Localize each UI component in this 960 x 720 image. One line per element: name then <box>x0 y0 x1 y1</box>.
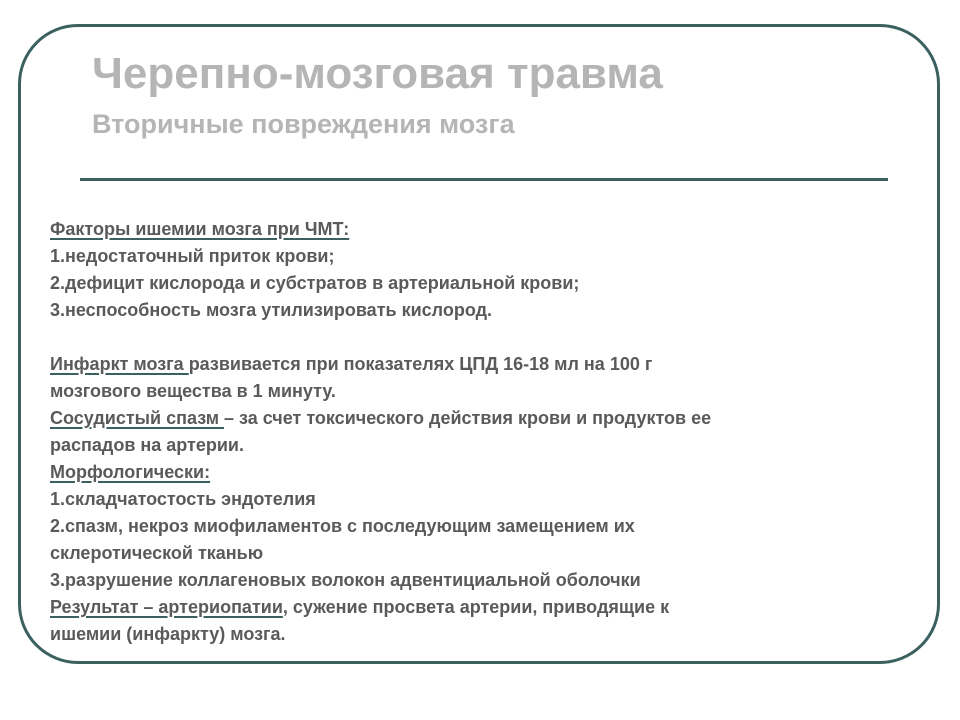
infarct-term: Инфаркт мозга <box>50 354 189 374</box>
factor-item: 1.недостаточный приток крови; <box>50 246 335 266</box>
morph-item: 3.разрушение коллагеновых волокон адвентициальной оболочки <box>50 570 641 590</box>
infarct-line-2: мозгового вещества в 1 минуту. <box>50 381 336 401</box>
morph-item: 1.складчатостость эндотелия <box>50 489 316 509</box>
morph-heading-text: Морфологически: <box>50 462 211 482</box>
infarct-text-1: развивается при показателях ЦПД 16-18 мл на 100 г <box>188 354 653 374</box>
morph-item: склеротической тканью <box>50 543 264 563</box>
factors-heading <box>50 216 910 243</box>
slide-body <box>50 216 910 648</box>
morph-heading <box>50 459 910 486</box>
factors-heading-text: Факторы ишемии мозга при ЧМТ: <box>50 219 350 239</box>
factor-item: 2.дефицит кислорода и субстратов в артериальной крови; <box>50 273 580 293</box>
slide-subtitle: Вторичные повреждения мозга <box>92 109 515 139</box>
result-line-2: ишемии (инфаркту) мозга. <box>50 624 286 644</box>
spasm-text-1: – за счет токсического действия крови и продуктов ее <box>224 408 712 428</box>
infarct-line-1 <box>50 351 910 378</box>
title-divider <box>80 178 888 181</box>
result-term: Результат – артериопатии <box>50 597 283 617</box>
spasm-term: Сосудистый спазм <box>50 408 225 428</box>
paragraph-gap <box>50 324 910 351</box>
spasm-line-2: распадов на артерии. <box>50 435 244 455</box>
factor-item: 3.неспособность мозга утилизировать кислород. <box>50 300 493 320</box>
result-text-1: , сужение просвета артерии, приводящие к <box>282 597 670 617</box>
morph-item: 2.спазм, некроз миофиламентов с последующим замещением их <box>50 516 635 536</box>
slide-title: Черепно-мозговая травма <box>92 49 663 98</box>
result-line-1 <box>50 594 910 621</box>
spasm-line-1 <box>50 405 910 432</box>
